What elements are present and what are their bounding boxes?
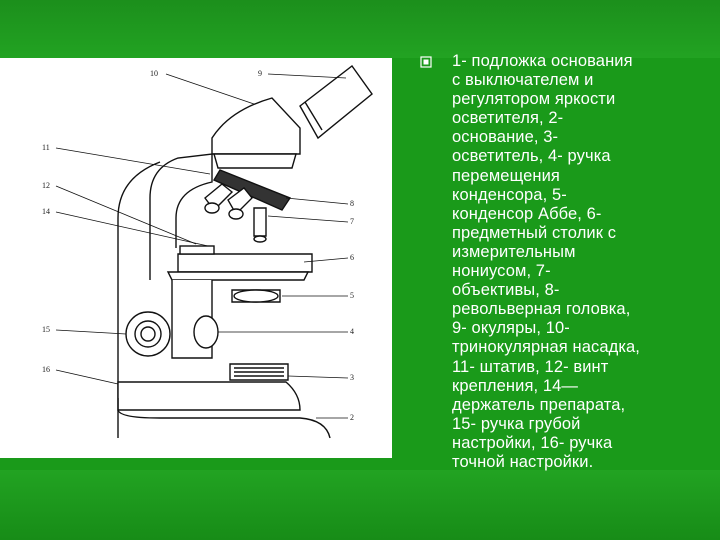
callout-label: 15 <box>42 325 50 334</box>
callout-label: 8 <box>350 199 354 208</box>
description-text: 1- подложка основания с выключателем и регулятором яркости осветителя, 2- основание, 3- осветитель, 4- ручка перемещения конденсора, 5- конденсор Аббе, 6- предметный столик с измерительным нониусом, 7- объективы, 8- револьверная головка, 9- окуляры, 10- тринокулярная насадка, 11- штатив, 12- винт крепления, 14— держатель препарата, 15- ручка грубой настройки, 16- ручка точной настройки. <box>452 52 640 471</box>
callout-label: 5 <box>350 291 354 300</box>
callout-label: 9 <box>258 69 262 78</box>
bottom-band <box>0 470 720 540</box>
callout-label: 6 <box>350 253 354 262</box>
callout-label: 4 <box>350 327 354 336</box>
callout-label: 7 <box>350 217 354 226</box>
callout-label: 16 <box>42 365 50 374</box>
callout-label: 14 <box>42 207 50 216</box>
callout-label: 10 <box>150 69 158 78</box>
callout-label: 11 <box>42 143 50 152</box>
callout-label: 12 <box>42 181 50 190</box>
square-bullet-icon <box>420 56 432 68</box>
top-band <box>0 0 720 58</box>
microscope-diagram <box>0 58 392 458</box>
callout-label: 2 <box>350 413 354 422</box>
callout-label: 3 <box>350 373 354 382</box>
microscope-drawing <box>0 58 392 458</box>
description-bullet <box>420 52 710 472</box>
